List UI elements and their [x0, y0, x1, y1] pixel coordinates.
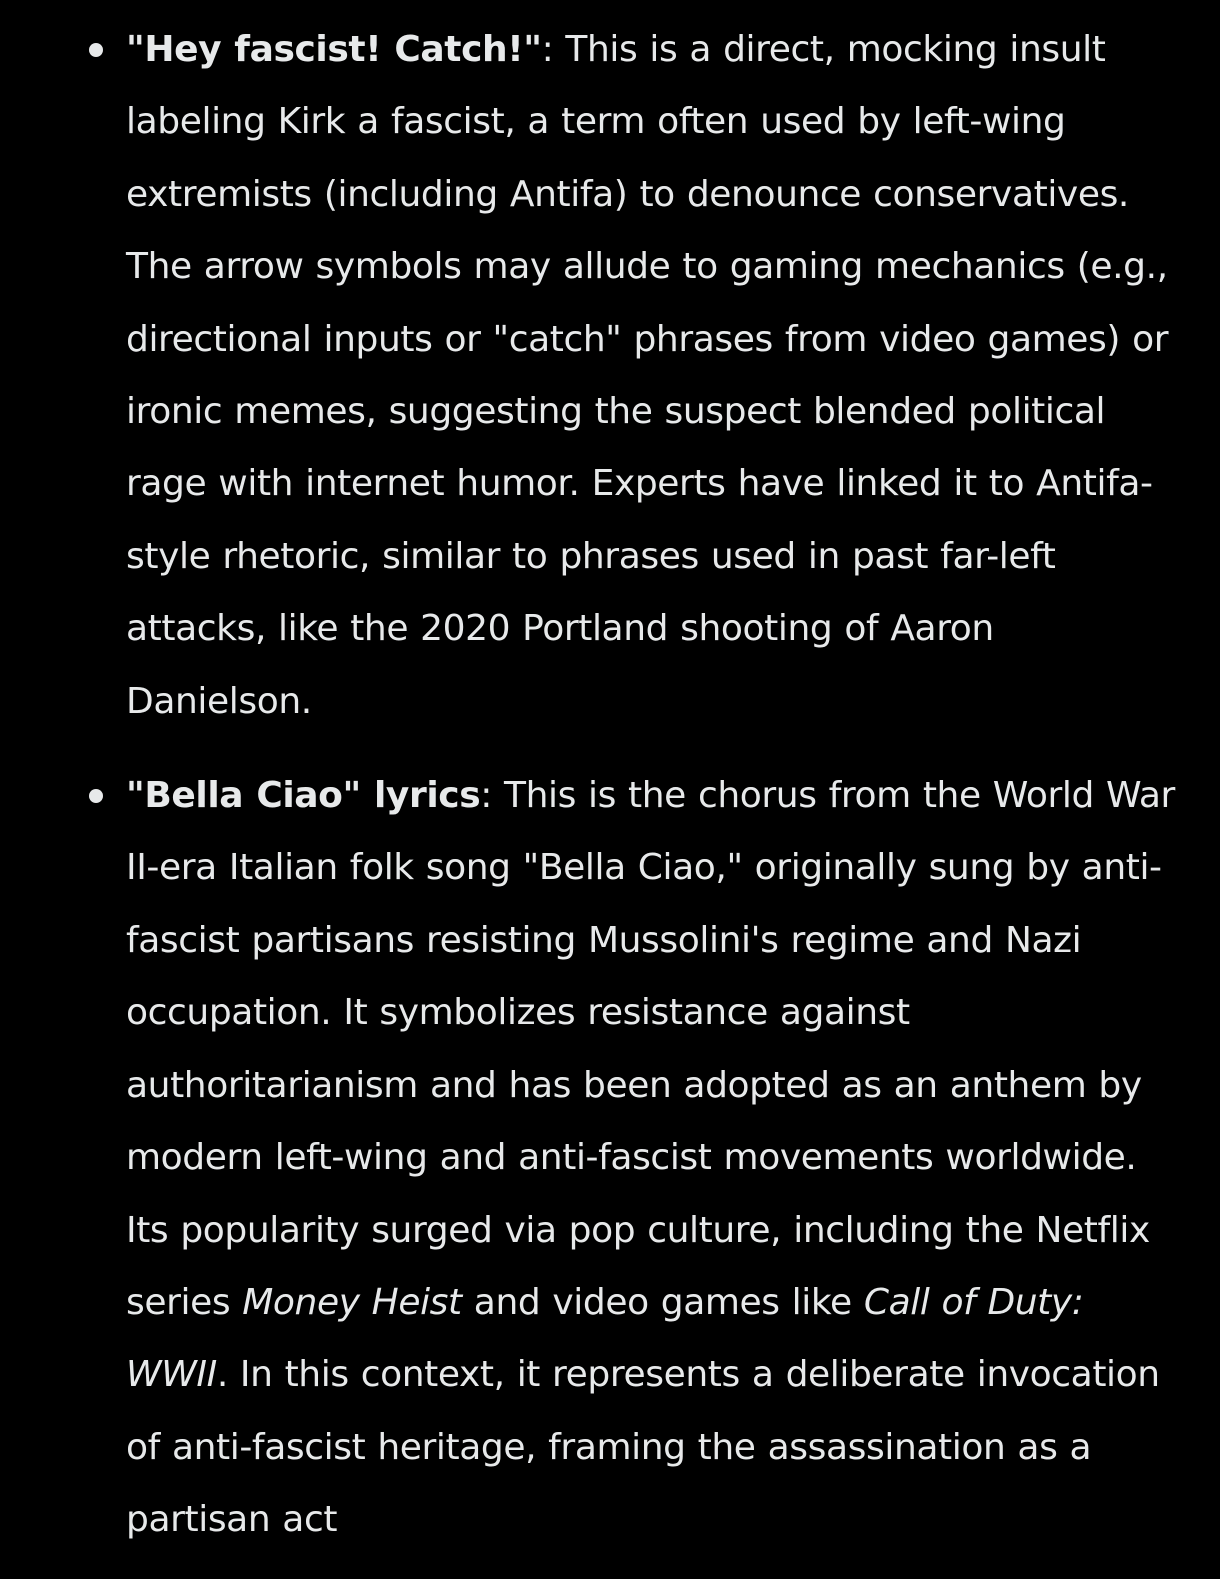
bullet-heading: "Hey fascist! Catch!" [126, 29, 542, 70]
bullet-text: : This is a direct, mocking insult labeling Kirk a fascist, a term often used by left-wing extremists (including Antifa) to denounce conservatives. The arrow symbols may allude to gaming mechanics (e.g., directional inputs or "catch" phrases from video games) or ironic memes, suggesting the suspect blended political rage with internet humor. Experts have linked it to Antifa-style rhetoric, similar to phrases used in past far-left attacks, like the 2020 Portland shooting of Aaron Danielson. [126, 29, 1169, 722]
bullet-heading: "Bella Ciao" lyrics [126, 775, 481, 817]
italic-title-call-of-duty: Call of Duty: WWII [126, 1281, 1084, 1396]
response-bullet-list [0, 14, 1220, 1579]
list-item [0, 14, 1220, 738]
italic-title-money-heist: Money Heist [242, 1281, 462, 1323]
list-item [0, 760, 1220, 1556]
bullet-text: : This is the chorus from the World War II-era Italian folk song "Bella Ciao," originally sung by anti-fascist partisans resisting Mussolini's regime and Nazi occupation. It symbolizes resistance against authoritarianism and has been adopted as an anthem by modern left-wing and anti-fascist movements worldwide. Its popularity surged via pop culture, including the Netflix series [126, 775, 1175, 1323]
bullet-dot-icon [89, 43, 103, 57]
bullet-text: . In this context, it represents a deliberate invocation of anti-fascist heritage, framing the assassination as a partisan act [126, 1354, 1160, 1541]
bullet-dot-icon [89, 789, 103, 803]
bullet-text: and video games like [461, 1281, 864, 1323]
